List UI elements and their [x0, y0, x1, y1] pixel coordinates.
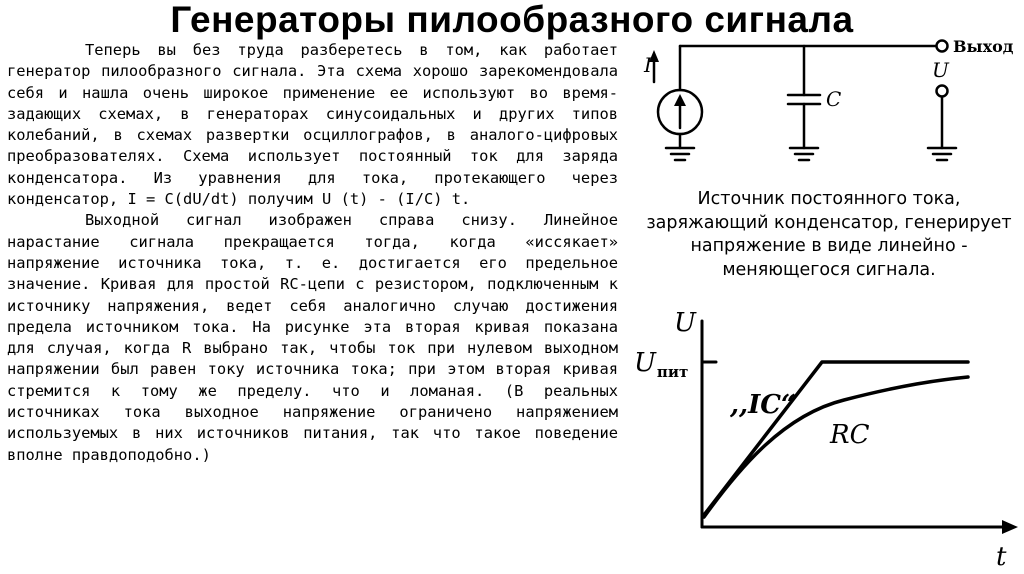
ic-curve-label: ,,IC“: [730, 390, 796, 420]
body-text: [7, 40, 618, 466]
figure-caption: Источник постоянного тока, заряжающий конденсатор, генерирует напряжение в виде линейно - меняющегося сигнала.: [646, 189, 1012, 280]
output-terminal-top: [937, 41, 948, 52]
waveform-graph: [632, 305, 1022, 571]
source-arrowhead: [674, 94, 686, 106]
rc-curve-label: RC: [830, 420, 870, 450]
x-axis-label: t: [996, 542, 1007, 571]
output-label: Выход: [953, 37, 1014, 56]
capacitor-label: C: [826, 87, 842, 111]
page-title: Генераторы пилообразного сигнала: [170, 0, 854, 40]
output-terminal-bottom: [937, 86, 948, 97]
paragraph-output: Выходной сигнал изображен справа снизу. Линейное нарастание сигнала прекращается тогда, когда «иссякает» напряжение источника тока, т. е. достигается его предельное значение. Кривая для простой RC-цепи с резистором, подключенным к источнику напряжения, ведет себя аналогично случаю достижения предела источником тока. На рисунке эта вторая кривая показана для случая, когда R выбрано так, чтобы ток при нулевом выходном напряжении был равен току источника тока; при этом вторая кривая стремится к тому же пределу. что и ломаная. (В реальных источниках тока выходное напряжение ограничено напряжением используемых в них источников питания, так что такое поведение вполне правдоподобно.): [7, 211, 618, 464]
y-axis-label: U: [674, 308, 696, 338]
x-axis-arrowhead: [1002, 520, 1018, 534]
supply-level-label: $U_{пит}$: [634, 348, 689, 381]
paragraph-intro: Теперь вы без труда разберетесь в том, как работает генератор пилообразного сигнала. Эта схема хорошо зарекомендовала себя и нашла очень широкое применение ее используют во время-задающих схемах, в генераторах синусоидальных и других типов колебаний, в схемах развертки осциллографов, в аналого-цифровых преобразователях. Схема использует постоянный ток для заряда конденсатора. Из уравнения для тока, протекающего через конденсатор, I = C(dU/dt) получим U (t) - (I/C) t.: [7, 41, 618, 209]
voltage-label: U: [932, 58, 949, 82]
circuit-diagram: [640, 32, 1020, 172]
current-label: I: [644, 53, 652, 77]
